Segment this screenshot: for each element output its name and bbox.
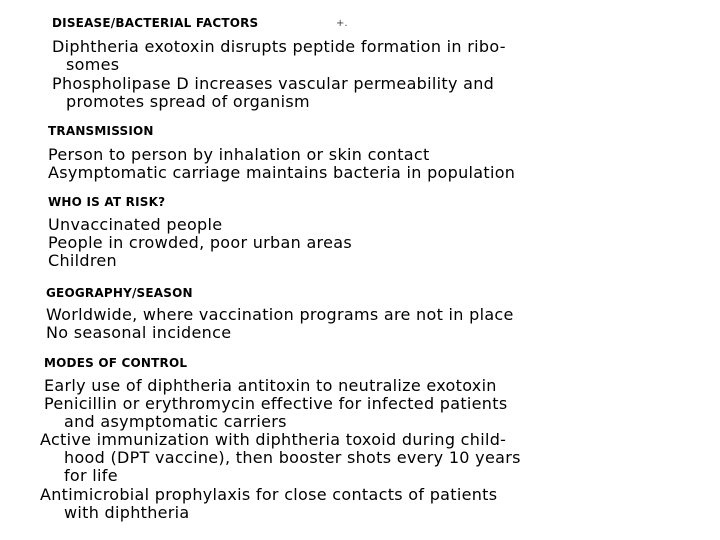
- section-line: Antimicrobial prophylaxis for close contacts of patients: [40, 485, 498, 504]
- section-line: Early use of diphtheria antitoxin to neutralize exotoxin: [44, 376, 497, 395]
- section-heading-transmission: TRANSMISSION: [48, 124, 154, 138]
- section-heading-who-is-at-risk: WHO IS AT RISK?: [48, 195, 166, 209]
- section-line: Diphtheria exotoxin disrupts peptide formation in ribo-: [52, 37, 506, 56]
- section-line: Active immunization with diphtheria toxoid during child-: [40, 430, 507, 449]
- section-line: Asymptomatic carriage maintains bacteria in population: [48, 163, 516, 182]
- section-line: Phospholipase D increases vascular permeability and: [52, 74, 495, 93]
- section-heading-disease-factors: DISEASE/BACTERIAL FACTORS: [52, 16, 259, 30]
- section-line: Unvaccinated people: [48, 215, 223, 234]
- section-line: Person to person by inhalation or skin contact: [48, 145, 430, 164]
- section-line: promotes spread of organism: [66, 92, 310, 111]
- section-heading-modes-of-control: MODES OF CONTROL: [44, 356, 188, 370]
- section-line: Children: [48, 251, 117, 270]
- section-line: for life: [64, 466, 118, 485]
- section-line: People in crowded, poor urban areas: [48, 233, 352, 252]
- section-line: Penicillin or erythromycin effective for infected patients: [44, 394, 508, 413]
- section-heading-geography-season: GEOGRAPHY/SEASON: [46, 286, 193, 300]
- stray-mark: +.: [336, 18, 348, 29]
- section-line: somes: [66, 55, 120, 74]
- section-line: hood (DPT vaccine), then booster shots every 10 years: [64, 448, 521, 467]
- section-line: and asymptomatic carriers: [64, 412, 287, 431]
- section-line: No seasonal incidence: [46, 323, 232, 342]
- section-line: with diphtheria: [64, 503, 190, 522]
- section-line: Worldwide, where vaccination programs are not in place: [46, 305, 514, 324]
